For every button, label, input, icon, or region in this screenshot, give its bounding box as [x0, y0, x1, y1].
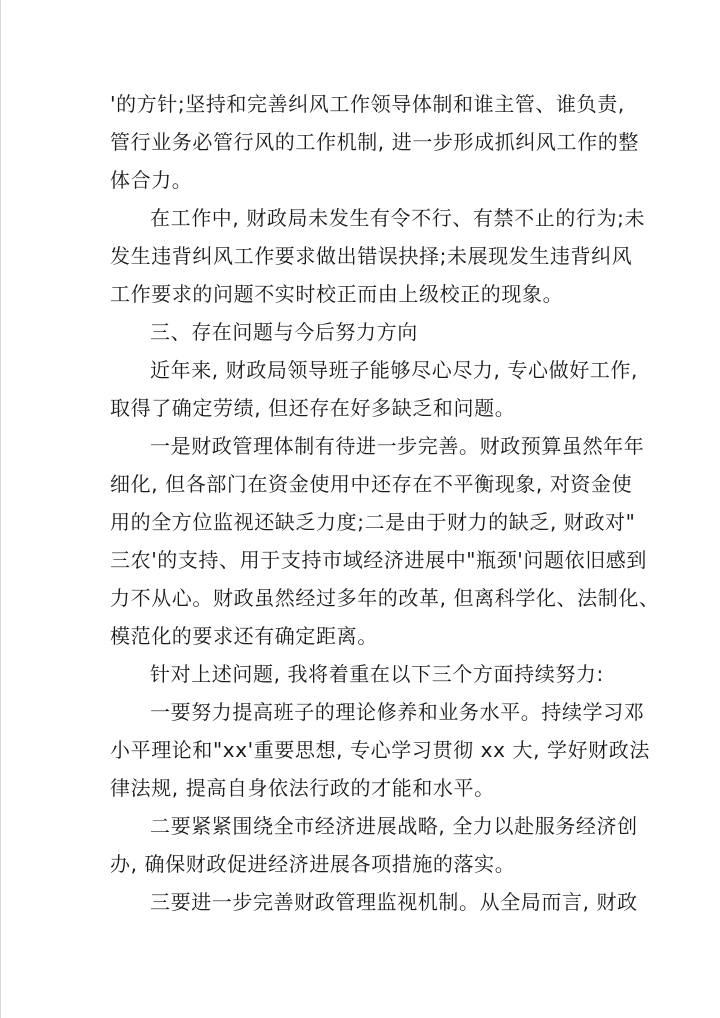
text-line: 模范化的要求还有确定距离。 — [110, 624, 378, 648]
text-line: 小平理论和"xx'重要思想, 专心学习贯彻 xx 大, 学好财政法 — [110, 738, 650, 762]
text-line: 工作要求的问题不实时校正而由上级校正的现象。 — [110, 282, 564, 306]
paragraph-first-line: 一要努力提高班子的理论修养和业务水平。持续学习邓 — [150, 700, 645, 724]
text-line: 用的全方位监视还缺乏力度;二是由于财力的缺乏, 财政对" — [110, 510, 636, 534]
paragraph-first-line: 在工作中, 财政局未发生有令不行、有禁不止的行为;未 — [150, 206, 646, 230]
paragraph-first-line: 一是财政管理体制有待进一步完善。财政预算虽然年年 — [150, 434, 645, 458]
text-line: 体合力。 — [110, 168, 193, 192]
section-heading: 三、存在问题与今后努力方向 — [150, 320, 418, 344]
text-line: '的方针;坚持和完善纠风工作领导体制和谁主管、谁负责, — [110, 92, 625, 116]
paragraph-first-line: 针对上述问题, 我将着重在以下三个方面持续努力: — [150, 662, 604, 686]
text-line: 办, 确保财政促进经济进展各项措施的落实。 — [110, 852, 516, 876]
text-line: 细化, 但各部门在资金使用中还存在不平衡现象, 对资金使 — [110, 472, 633, 496]
paragraph-first-line: 二要紧紧围绕全市经济进展战略, 全力以赴服务经济创 — [150, 814, 638, 838]
paragraph-first-line: 近年来, 财政局领导班子能够尽心尽力, 专心做好工作, — [150, 358, 638, 382]
text-line: 取得了确定劳绩, 但还存在好多缺乏和问题。 — [110, 396, 516, 420]
text-line: 律法规, 提高自身依法行政的才能和水平。 — [110, 776, 495, 800]
text-line: 三农'的支持、用于支持市域经济进展中"瓶颈'问题依旧感到 — [110, 548, 647, 572]
text-line: 力不从心。财政虽然经过多年的改革, 但离科学化、法制化、 — [110, 586, 660, 610]
paragraph-first-line: 三要进一步完善财政管理监视机制。从全局而言, 财政 — [150, 890, 638, 914]
text-line: 发生违背纠风工作要求做出错误抉择;未展现发生违背纠风 — [110, 244, 633, 268]
text-line: 管行业务必管行风的工作机制, 进一步形成抓纠风工作的整 — [110, 130, 639, 154]
